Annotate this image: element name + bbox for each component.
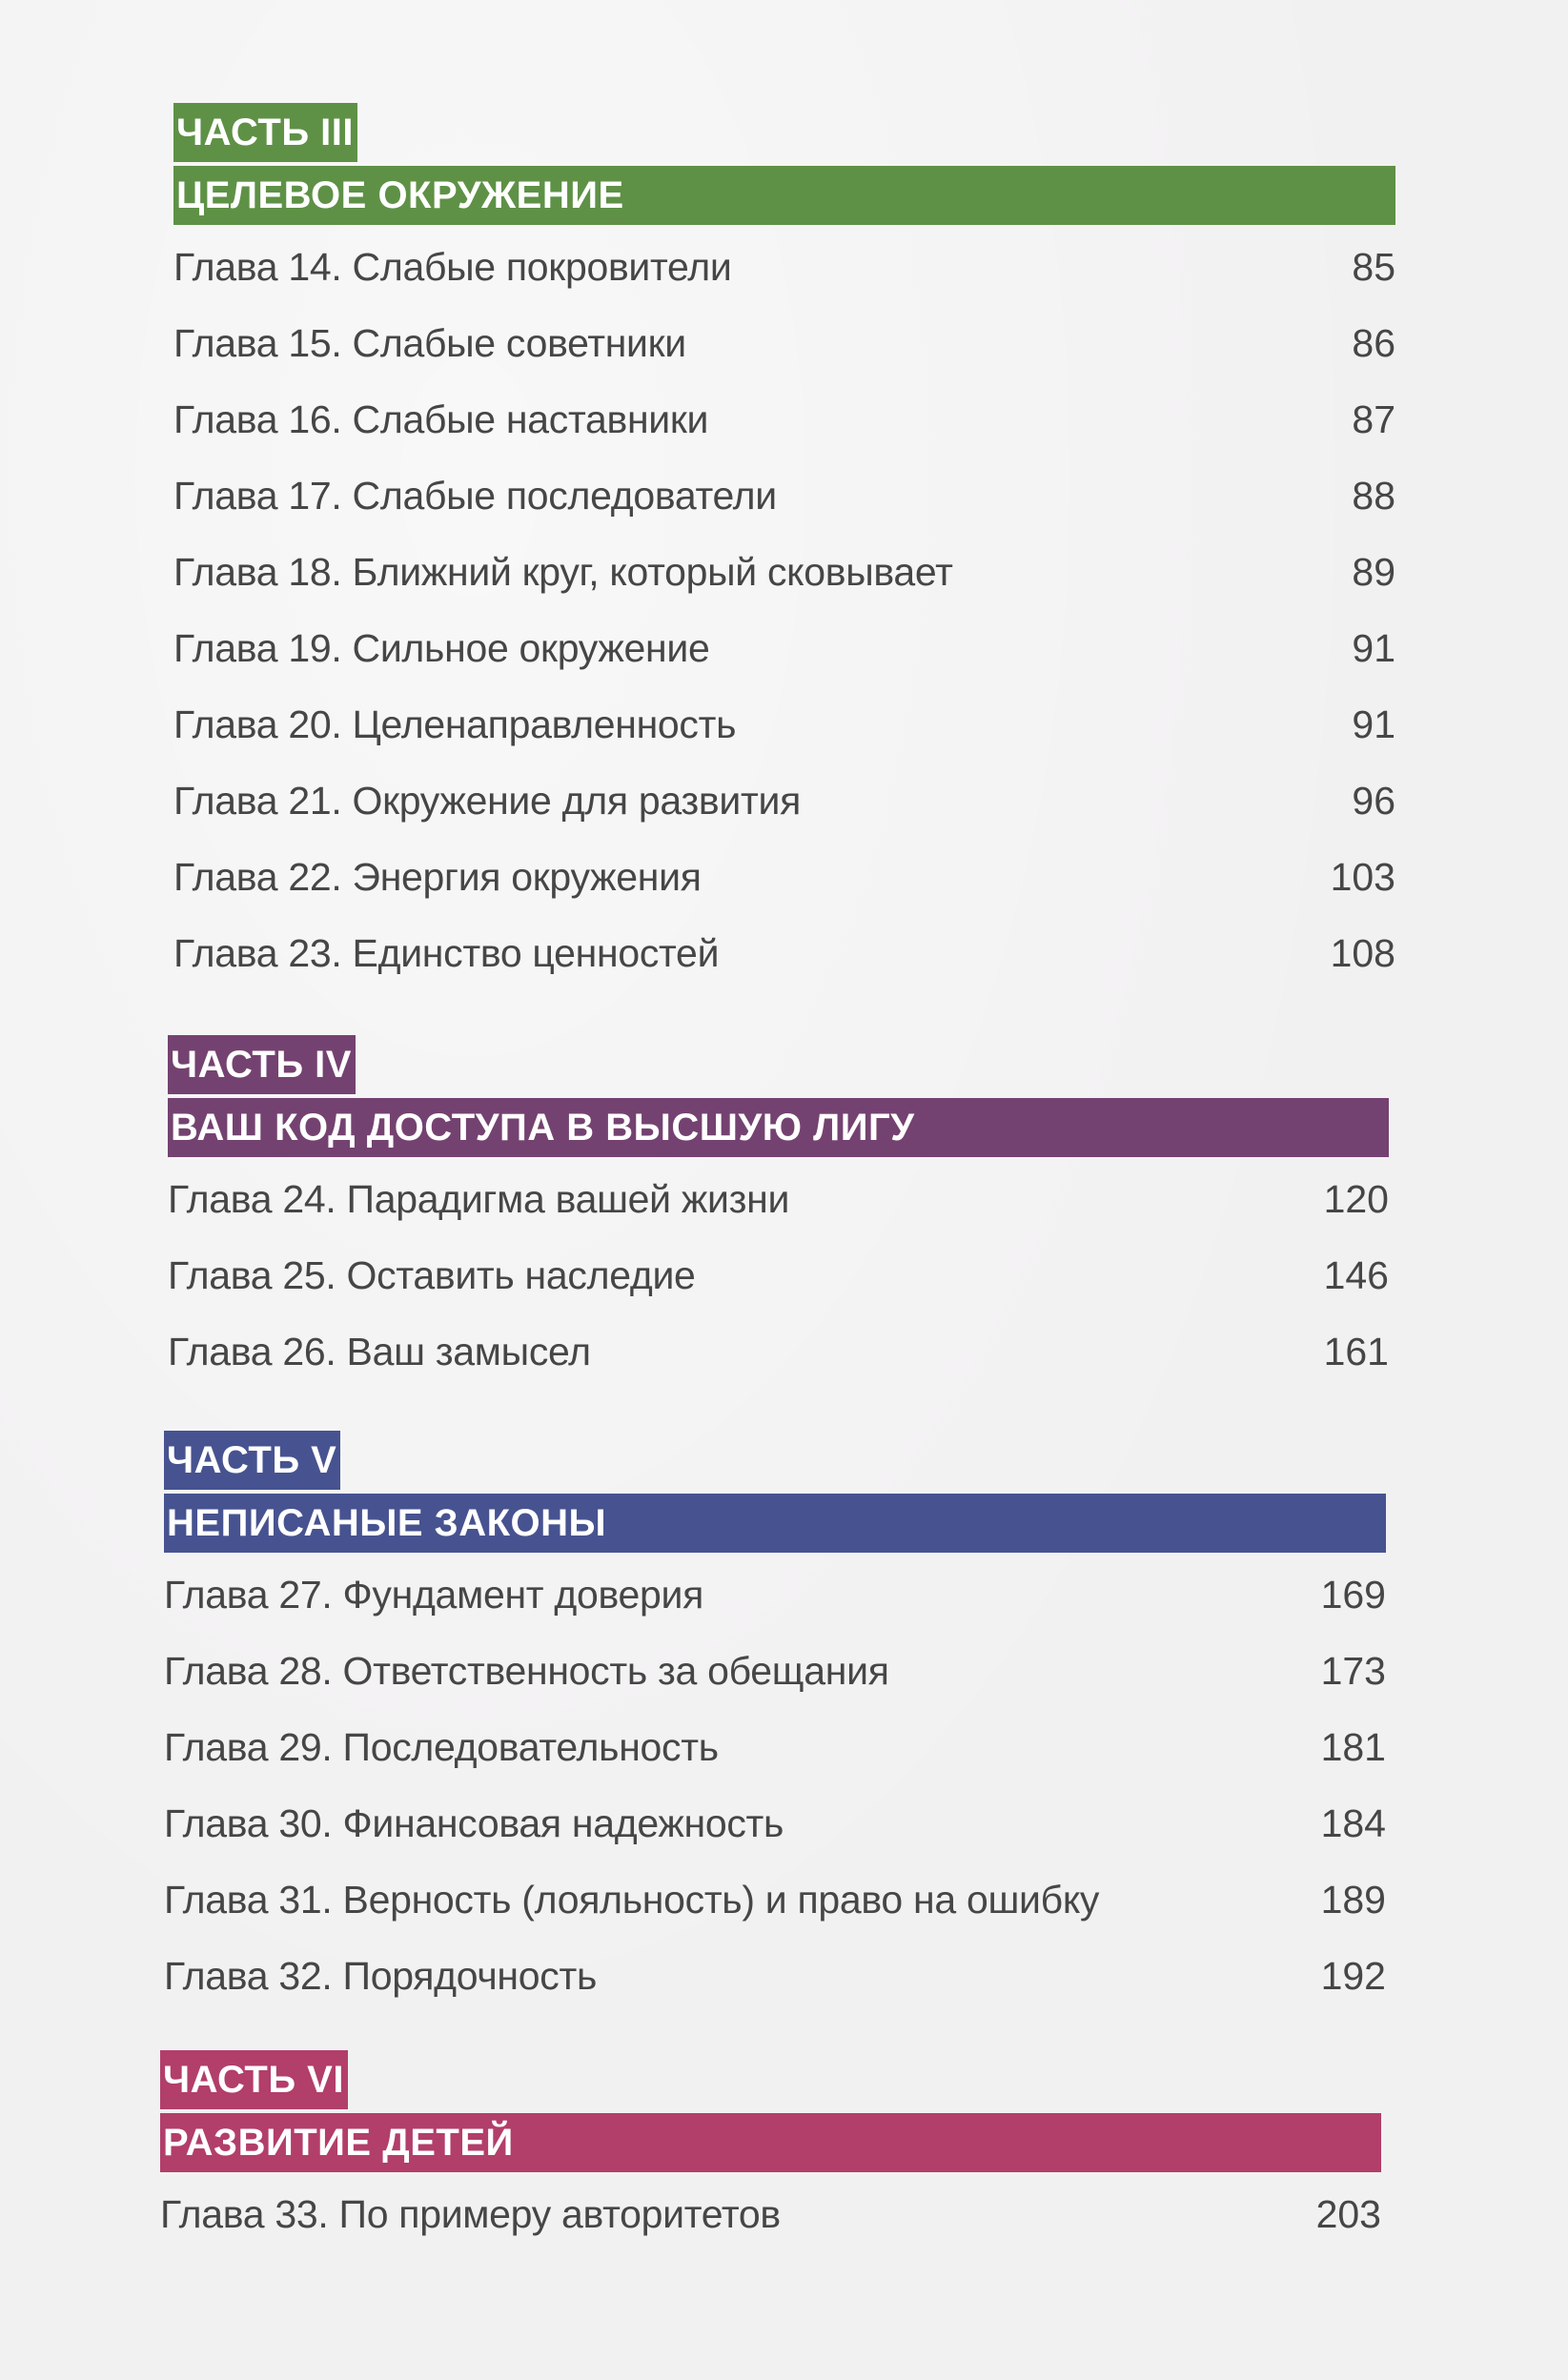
- chapter-row-24[interactable]: [168, 1161, 1389, 1237]
- part-title: РАЗВИТИЕ ДЕТЕЙ: [160, 2113, 1381, 2172]
- chapter-row-14[interactable]: [173, 229, 1395, 305]
- chapter-row-25[interactable]: [168, 1237, 1389, 1313]
- chapter-page-number: 184: [1320, 1800, 1386, 1845]
- chapter-page-number: 203: [1315, 2191, 1381, 2236]
- chapter-title: Глава 14. Слабые покровители: [173, 244, 732, 289]
- chapter-title: Глава 33. По примеру авторитетов: [160, 2191, 781, 2236]
- chapter-list: [160, 2176, 1381, 2252]
- chapter-page-number: 192: [1320, 1953, 1386, 1998]
- chapter-row-26[interactable]: [168, 1313, 1389, 1390]
- chapter-title: Глава 15. Слабые советники: [173, 320, 686, 365]
- chapter-title: Глава 24. Парадигма вашей жизни: [168, 1176, 790, 1221]
- chapter-row-17[interactable]: [173, 458, 1395, 534]
- chapter-page-number: 146: [1323, 1252, 1389, 1297]
- chapter-page-number: 181: [1320, 1724, 1386, 1769]
- chapter-list: [168, 1161, 1389, 1390]
- chapter-title: Глава 32. Порядочность: [164, 1953, 598, 1998]
- chapter-title: Глава 27. Фундамент доверия: [164, 1572, 704, 1617]
- chapter-row-22[interactable]: [173, 839, 1395, 915]
- chapter-title: Глава 16. Слабые наставники: [173, 397, 709, 441]
- chapter-list: [173, 229, 1395, 991]
- chapter-title: Глава 21. Окружение для развития: [173, 778, 801, 823]
- chapter-page-number: 91: [1352, 702, 1395, 746]
- part-label: ЧАСТЬ IV: [168, 1035, 356, 1094]
- chapter-title: Глава 17. Слабые последователи: [173, 473, 777, 518]
- chapter-row-28[interactable]: [164, 1633, 1386, 1709]
- chapter-page-number: 173: [1320, 1648, 1386, 1693]
- chapter-page-number: 169: [1320, 1572, 1386, 1617]
- part-label: ЧАСТЬ III: [173, 103, 357, 162]
- chapter-page-number: 189: [1320, 1877, 1386, 1922]
- chapter-page-number: 88: [1352, 473, 1395, 518]
- chapter-page-number: 87: [1352, 397, 1395, 441]
- part-label: ЧАСТЬ VI: [160, 2050, 348, 2109]
- chapter-title: Глава 23. Единство ценностей: [173, 930, 720, 975]
- chapter-page-number: 91: [1352, 625, 1395, 670]
- chapter-title: Глава 26. Ваш замысел: [168, 1329, 591, 1373]
- chapter-title: Глава 31. Верность (лояльность) и право на ошибку: [164, 1877, 1100, 1922]
- part-title: ВАШ КОД ДОСТУПА В ВЫСШУЮ ЛИГУ: [168, 1098, 1389, 1157]
- chapter-page-number: 120: [1323, 1176, 1389, 1221]
- chapter-title: Глава 19. Сильное окружение: [173, 625, 710, 670]
- part-title: ЦЕЛЕВОЕ ОКРУЖЕНИЕ: [173, 166, 1395, 225]
- part-label: ЧАСТЬ V: [164, 1431, 340, 1490]
- chapter-row-27[interactable]: [164, 1556, 1386, 1633]
- chapter-title: Глава 20. Целенаправленность: [173, 702, 737, 746]
- chapter-row-29[interactable]: [164, 1709, 1386, 1785]
- chapter-title: Глава 30. Финансовая надежность: [164, 1800, 784, 1845]
- chapter-row-31[interactable]: [164, 1861, 1386, 1938]
- chapter-title: Глава 25. Оставить наследие: [168, 1252, 696, 1297]
- part-5-section: [164, 1431, 1386, 2014]
- chapter-row-19[interactable]: [173, 610, 1395, 686]
- chapter-row-30[interactable]: [164, 1785, 1386, 1861]
- chapter-title: Глава 18. Ближний круг, который сковывает: [173, 549, 953, 594]
- chapter-page-number: 108: [1330, 930, 1395, 975]
- chapter-page-number: 85: [1352, 244, 1395, 289]
- chapter-row-20[interactable]: [173, 686, 1395, 763]
- chapter-title: Глава 29. Последовательность: [164, 1724, 719, 1769]
- chapter-page-number: 103: [1330, 854, 1395, 899]
- part-6-section: [160, 2050, 1381, 2252]
- chapter-page-number: 96: [1352, 778, 1395, 823]
- chapter-title: Глава 28. Ответственность за обещания: [164, 1648, 889, 1693]
- chapter-row-18[interactable]: [173, 534, 1395, 610]
- chapter-page-number: 89: [1352, 549, 1395, 594]
- part-4-section: [168, 1035, 1389, 1390]
- chapter-list: [164, 1556, 1386, 2014]
- chapter-page-number: 86: [1352, 320, 1395, 365]
- chapter-title: Глава 22. Энергия окружения: [173, 854, 702, 899]
- chapter-row-33[interactable]: [160, 2176, 1381, 2252]
- chapter-row-15[interactable]: [173, 305, 1395, 381]
- chapter-row-23[interactable]: [173, 915, 1395, 991]
- chapter-page-number: 161: [1323, 1329, 1389, 1373]
- chapter-row-16[interactable]: [173, 381, 1395, 458]
- chapter-row-21[interactable]: [173, 763, 1395, 839]
- chapter-row-32[interactable]: [164, 1938, 1386, 2014]
- part-3-section: [173, 103, 1395, 991]
- part-title: НЕПИСАНЫЕ ЗАКОНЫ: [164, 1494, 1386, 1553]
